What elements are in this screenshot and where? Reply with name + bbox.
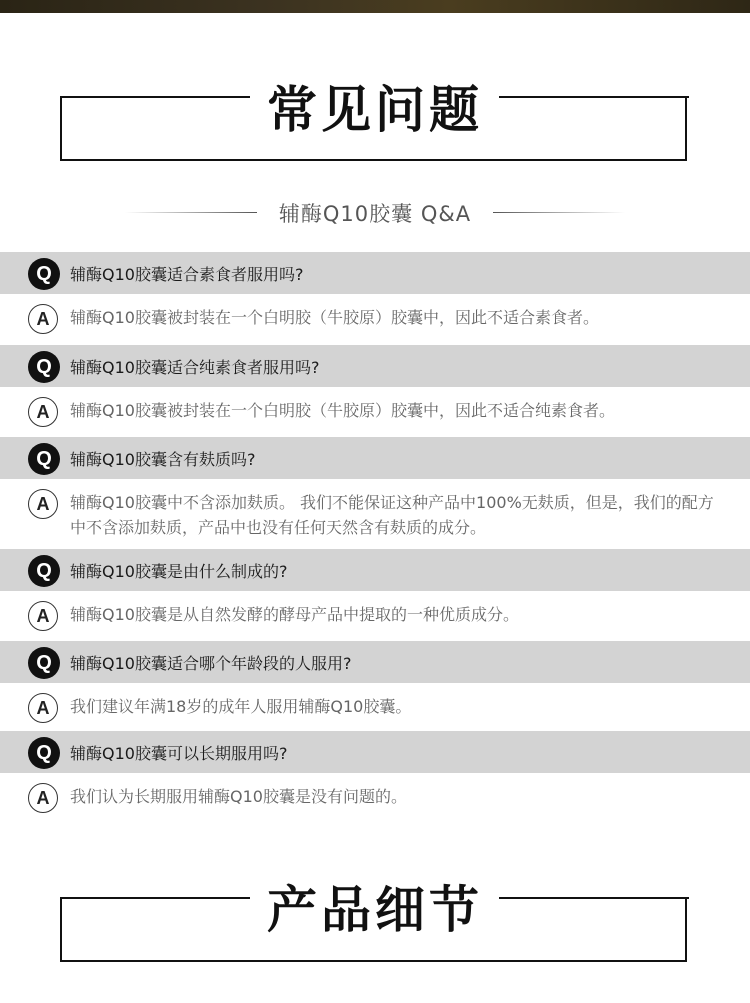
faq-answer-row: [0, 479, 750, 549]
faq-answer-text: 辅酶Q10胶囊是从自然发酵的酵母产品中提取的一种优质成分。: [70, 605, 519, 624]
answer-badge-icon: A: [28, 783, 58, 813]
question-badge-icon: Q: [28, 258, 60, 290]
faq-question-row: [0, 252, 750, 294]
faq-answer-text: 辅酶Q10胶囊中不含添加麸质。 我们不能保证这种产品中100%无麸质，但是，我们的配方中不含添加麸质，产品中也没有任何天然含有麸质的成分。: [70, 493, 714, 537]
faq-question-row: [0, 641, 750, 683]
faq-question-text: 辅酶Q10胶囊可以长期服用吗?: [70, 744, 288, 763]
faq-question-text: 辅酶Q10胶囊适合素食者服用吗?: [70, 265, 304, 284]
answer-badge-icon: A: [28, 304, 58, 334]
answer-badge-icon: A: [28, 489, 58, 519]
question-badge-icon: Q: [28, 351, 60, 383]
question-badge-icon: Q: [28, 647, 60, 679]
faq-question-row: [0, 345, 750, 387]
faq-subtitle: 辅酶Q10胶囊 Q&A: [278, 202, 472, 226]
faq-answer-text: 辅酶Q10胶囊被封装在一个白明胶（牛胶原）胶囊中，因此不适合纯素食者。: [70, 401, 615, 420]
faq-question-row: [0, 437, 750, 479]
faq-question-text: 辅酶Q10胶囊含有麸质吗?: [70, 450, 256, 469]
faq-question-row: [0, 731, 750, 773]
top-image-strip: [0, 0, 750, 13]
faq-answer-row: [0, 591, 750, 641]
question-badge-icon: Q: [28, 555, 60, 587]
faq-subtitle-row: [0, 198, 750, 228]
faq-answer-text: 我们认为长期服用辅酶Q10胶囊是没有问题的。: [70, 787, 407, 806]
faq-question-text: 辅酶Q10胶囊适合哪个年龄段的人服用?: [70, 654, 352, 673]
question-badge-icon: Q: [28, 737, 60, 769]
answer-badge-icon: A: [28, 693, 58, 723]
faq-answer-row: [0, 294, 750, 344]
faq-question-text: 辅酶Q10胶囊是由什么制成的?: [70, 562, 288, 581]
faq-section-title: 常见问题: [267, 81, 483, 139]
subtitle-divider-right: [493, 212, 625, 213]
detail-section-title: 产品细节: [267, 881, 483, 939]
question-badge-icon: Q: [28, 443, 60, 475]
faq-answer-text: 我们建议年满18岁的成年人服用辅酶Q10胶囊。: [70, 697, 412, 716]
faq-answer-row: [0, 387, 750, 437]
answer-badge-icon: A: [28, 601, 58, 631]
faq-question-text: 辅酶Q10胶囊适合纯素食者服用吗?: [70, 358, 320, 377]
faq-answer-text: 辅酶Q10胶囊被封装在一个白明胶（牛胶原）胶囊中，因此不适合素食者。: [70, 308, 599, 327]
faq-question-row: [0, 549, 750, 591]
faq-answer-row: [0, 773, 750, 823]
faq-answer-row: [0, 683, 750, 733]
answer-badge-icon: A: [28, 397, 58, 427]
